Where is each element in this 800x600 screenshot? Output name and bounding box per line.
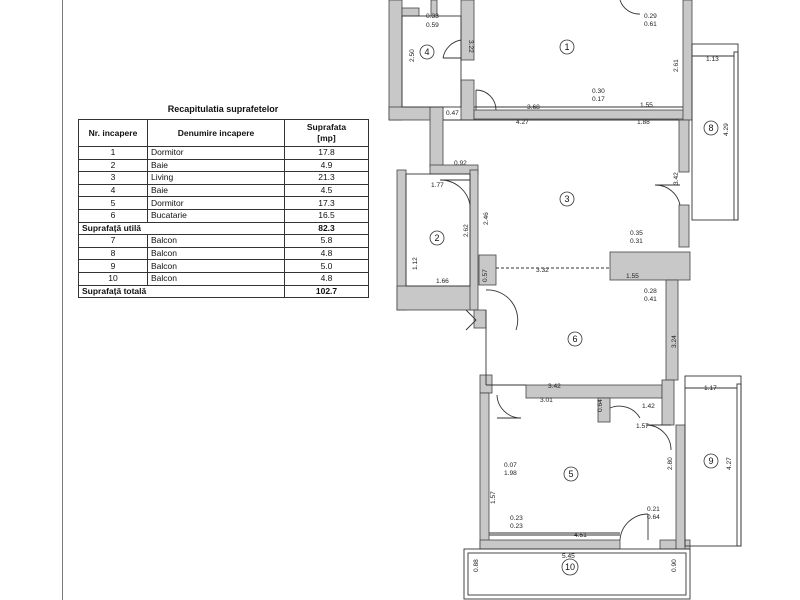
- wall-segment: [676, 425, 685, 549]
- dimension-label: 0.57: [482, 269, 489, 282]
- wall-segment: [430, 107, 443, 167]
- room-nr: 2: [79, 159, 148, 172]
- dimension-label: 3.24: [671, 335, 678, 348]
- room-area: 17.8: [285, 147, 369, 160]
- room-nr: 8: [79, 247, 148, 260]
- room-area: 4.8: [285, 272, 369, 285]
- dimension-label: 2.46: [483, 212, 490, 225]
- room-number: 1: [564, 42, 570, 52]
- room-nr: 9: [79, 260, 148, 273]
- wall-segment: [402, 8, 419, 16]
- dimension-label: 0.35: [630, 230, 643, 237]
- room-nr: 1: [79, 147, 148, 160]
- room-number: 2: [434, 233, 440, 243]
- room-area: 5.0: [285, 260, 369, 273]
- wall-segment: [660, 540, 690, 549]
- room-nr: 6: [79, 209, 148, 222]
- wall-segment: [470, 170, 478, 310]
- door-swing: [486, 290, 518, 330]
- door-swing: [610, 406, 640, 418]
- balcony-10-rail: [468, 553, 686, 595]
- dimension-label: 3.01: [540, 397, 553, 404]
- dimension-label: 0.59: [426, 22, 439, 29]
- room-area: 5.8: [285, 235, 369, 248]
- room-name: Baie: [148, 184, 285, 197]
- room-name: Balcon: [148, 235, 285, 248]
- door-swing: [440, 180, 470, 205]
- dimension-label: 0.33: [426, 13, 439, 20]
- wall-segment: [461, 80, 474, 120]
- dimension-label: 3.42: [548, 383, 561, 390]
- col-header-nr: Nr. incapere: [79, 120, 148, 147]
- room-nr: 3: [79, 172, 148, 185]
- dimension-label: 0.64: [647, 514, 660, 521]
- dimension-label: 0.41: [644, 296, 657, 303]
- dimension-label: 1.98: [504, 470, 517, 477]
- room-number: 8: [708, 123, 714, 133]
- door-swing: [655, 185, 680, 205]
- dimension-label: 3.42: [673, 172, 680, 185]
- dimension-label: 0.17: [592, 96, 605, 103]
- dimension-label: 0.90: [671, 559, 678, 572]
- room-number: 10: [564, 562, 576, 572]
- wall-segment: [474, 110, 684, 119]
- dimension-label: 0.31: [630, 238, 643, 245]
- room-name: Dormitor: [148, 197, 285, 210]
- dimension-label: 2.80: [667, 457, 674, 470]
- room-name: Balcon: [148, 260, 285, 273]
- dimension-label: 0.23: [510, 515, 523, 522]
- door-swing: [620, 0, 640, 14]
- wall-segment: [480, 393, 489, 548]
- room-area: 4.8: [285, 247, 369, 260]
- dimension-label: 0.61: [644, 21, 657, 28]
- room-number: 9: [708, 456, 714, 466]
- dimension-label: 1.17: [704, 385, 717, 392]
- dimension-label: 3.22: [467, 40, 474, 53]
- room-area: 17.3: [285, 197, 369, 210]
- wall-segment: [480, 540, 620, 549]
- dimension-label: 1.66: [436, 278, 449, 285]
- dimension-label: 0.29: [644, 13, 657, 20]
- wall-segment: [397, 286, 477, 310]
- room-number: 5: [568, 469, 574, 479]
- dimension-label: 0.64: [597, 399, 604, 412]
- dimension-label: 1.42: [642, 403, 655, 410]
- dimension-label: 1.57: [636, 423, 649, 430]
- wall-segment: [662, 380, 674, 425]
- dimension-label: 2.61: [673, 59, 680, 72]
- room-area: 21.3: [285, 172, 369, 185]
- door-swing: [620, 514, 648, 540]
- room-name: Balcon: [148, 272, 285, 285]
- dimension-label: 2.50: [409, 49, 416, 62]
- door-swing: [646, 425, 671, 450]
- col-header-area: Suprafata [mp]: [285, 120, 369, 147]
- dimension-label: 0.23: [510, 523, 523, 530]
- total-area-label: Suprafață totală: [79, 285, 285, 298]
- room-name: Balcon: [148, 247, 285, 260]
- room-area: 16.5: [285, 209, 369, 222]
- walls: [389, 0, 692, 549]
- room-number: 3: [564, 194, 570, 204]
- dimension-label: 3.68: [527, 104, 540, 111]
- dimension-label: 4.27: [726, 457, 733, 470]
- room-name: Dormitor: [148, 147, 285, 160]
- wall-segment: [610, 252, 690, 280]
- dimension-label: 1.55: [640, 102, 653, 109]
- dimension-label: 2.62: [463, 224, 470, 237]
- room-nr: 4: [79, 184, 148, 197]
- dimension-label: 1.12: [412, 257, 419, 270]
- door-swing: [497, 395, 521, 418]
- balcony-8-rail: [734, 52, 738, 220]
- room-number: 6: [572, 334, 578, 344]
- dimension-label: 0.92: [454, 160, 467, 167]
- dimension-label: 4.51: [574, 532, 587, 539]
- dimension-label: 0.28: [644, 288, 657, 295]
- room-area: 4.9: [285, 159, 369, 172]
- room-name: Baie: [148, 159, 285, 172]
- wall-segment: [683, 0, 692, 120]
- col-header-name: Denumire incapere: [148, 120, 285, 147]
- wall-segment: [389, 0, 402, 120]
- recap-title: Recapitulatia suprafetelor: [167, 104, 279, 114]
- wall-segment: [666, 280, 678, 380]
- dimension-label: 1.55: [626, 273, 639, 280]
- dimension-label: 4.29: [723, 123, 730, 136]
- room-nr: 7: [79, 235, 148, 248]
- dimension-label: 4.27: [516, 119, 529, 126]
- dimension-label: 1.77: [431, 182, 444, 189]
- dimension-label: 0.30: [592, 88, 605, 95]
- wall-segment: [474, 310, 486, 328]
- door-swing: [443, 40, 461, 58]
- room-nr: 5: [79, 197, 148, 210]
- dimension-label: 0.47: [446, 110, 459, 117]
- room-name: Living: [148, 172, 285, 185]
- room-area: 4.5: [285, 184, 369, 197]
- usable-area-label: Suprafață utilă: [79, 222, 285, 235]
- dimension-label: 1.57: [490, 491, 497, 504]
- dimension-label: 3.32: [536, 267, 549, 274]
- total-area-value: 102.7: [285, 285, 369, 298]
- dimension-label: 0.21: [647, 506, 660, 513]
- wall-segment: [679, 205, 689, 247]
- room-name: Bucatarie: [148, 209, 285, 222]
- dimension-label: 1.88: [637, 119, 650, 126]
- dimension-label: 0.88: [473, 559, 480, 572]
- balcony-9-rail: [737, 384, 741, 546]
- dimension-label: 0.07: [504, 462, 517, 469]
- dimension-label: 5.45: [562, 553, 575, 560]
- room-nr: 10: [79, 272, 148, 285]
- dimension-label: 1.13: [706, 56, 719, 63]
- usable-area-value: 82.3: [285, 222, 369, 235]
- room-number: 4: [424, 47, 430, 57]
- balcony-10-outline: [464, 549, 690, 599]
- wall-segment: [679, 120, 689, 172]
